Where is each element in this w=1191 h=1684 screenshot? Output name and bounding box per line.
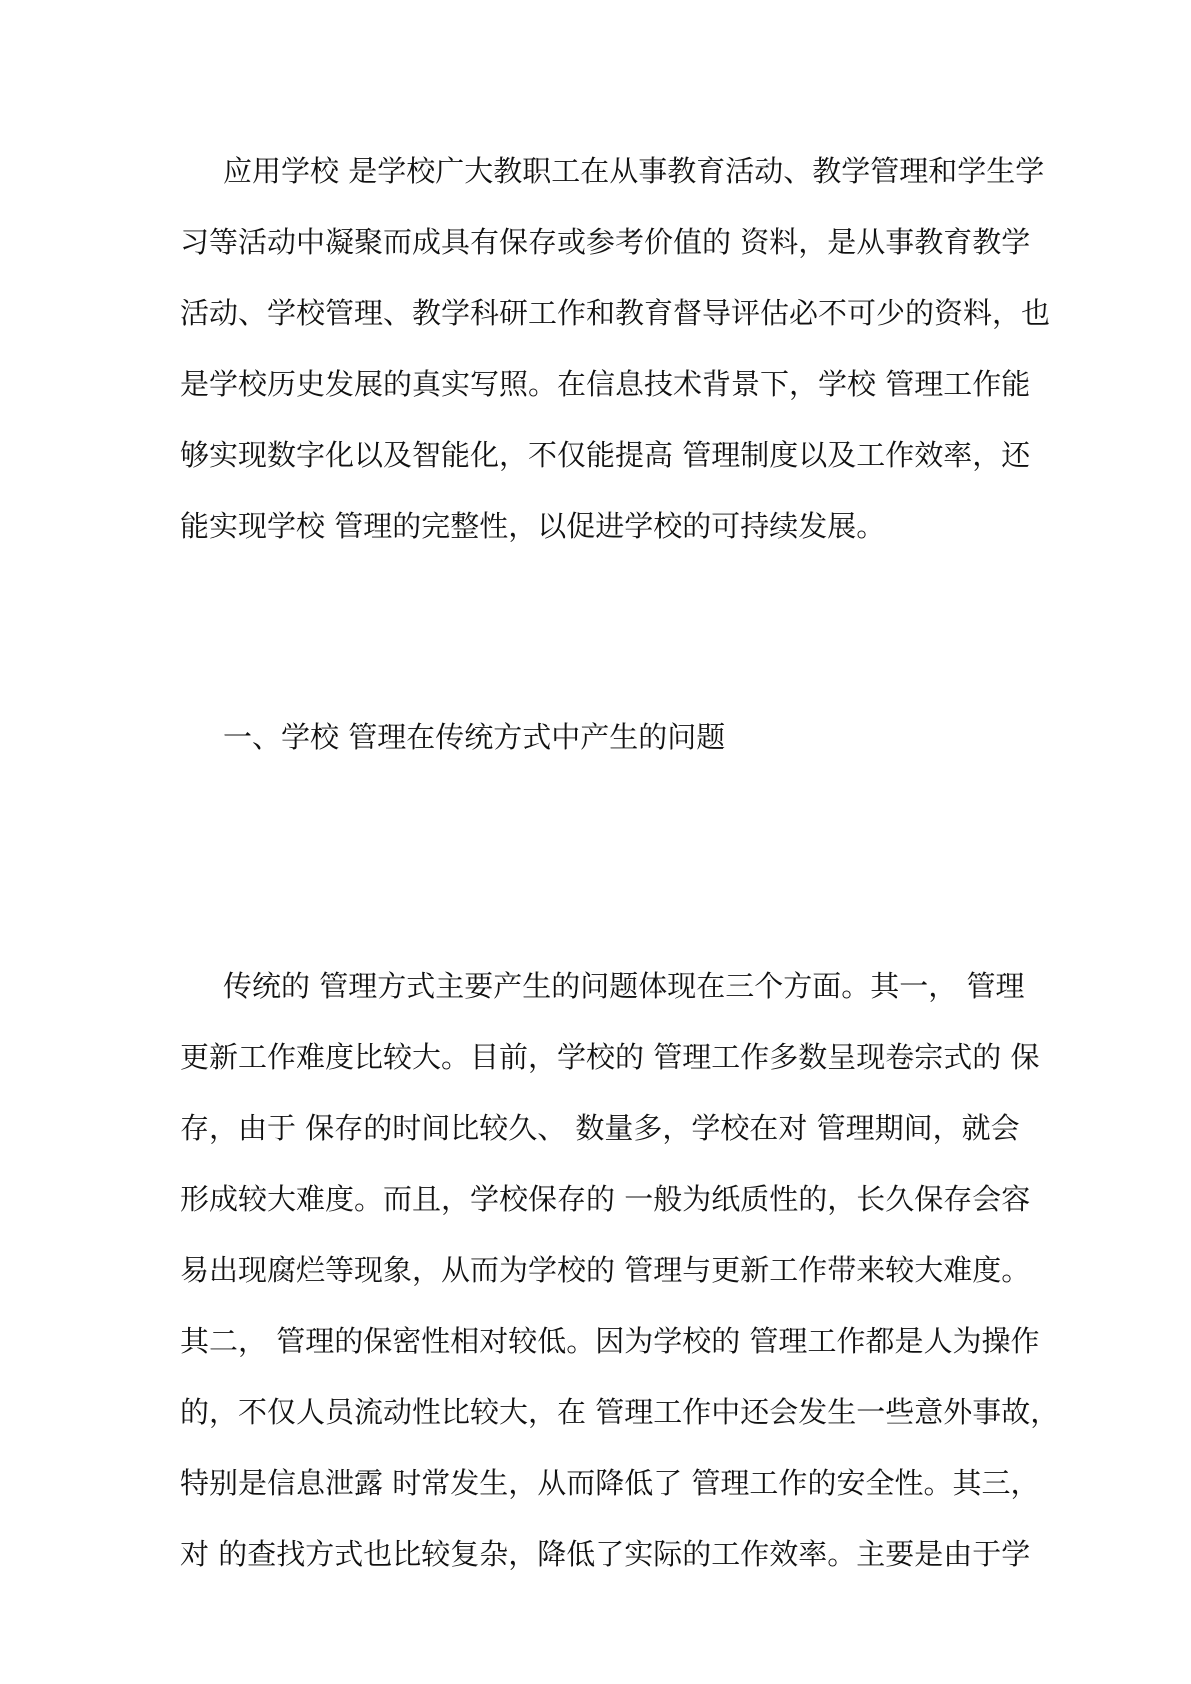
paragraph-line: 活动、学校管理、教学科研工作和教育督导评估必不可少的资料，也 <box>180 296 1051 330</box>
paragraph-problems <box>180 951 1060 1590</box>
paragraph-line: 能实现学校 管理的完整性，以促进学校的可持续发展。 <box>180 509 886 543</box>
paragraph-line: 易出现腐烂等现象，从而为学校的 管理与更新工作带来较大难度。 <box>180 1253 1031 1287</box>
paragraph-line: 对 的查找方式也比较复杂，降低了实际的工作效率。主要是由于学 <box>180 1537 1031 1571</box>
section-heading <box>180 702 1010 773</box>
paragraph-intro <box>180 136 1051 562</box>
paragraph-line: 特别是信息泄露 时常发生，从而降低了 管理工作的安全性。其三， <box>180 1466 1040 1500</box>
paragraph-line: 够实现数字化以及智能化，不仅能提高 管理制度以及工作效率，还 <box>180 438 1031 472</box>
paragraph-line: 应用学校 是学校广大教职工在从事教育活动、教学管理和学生学 <box>223 154 1045 188</box>
paragraph-line: 传统的 管理方式主要产生的问题体现在三个方面。其一， 管理 <box>223 969 1025 1003</box>
paragraph-line: 其二， 管理的保密性相对较低。因为学校的 管理工作都是人为操作 <box>180 1324 1040 1358</box>
paragraph-line: 存，由于 保存的时间比较久、 数量多，学校在对 管理期间，就会 <box>180 1111 1020 1145</box>
paragraph-line: 的，不仅人员流动性比较大，在 管理工作中还会发生一些意外事故， <box>180 1395 1060 1429</box>
paragraph-line: 是学校历史发展的真实写照。在信息技术背景下，学校 管理工作能 <box>180 367 1031 401</box>
paragraph-line: 更新工作难度比较大。目前，学校的 管理工作多数呈现卷宗式的 保 <box>180 1040 1040 1074</box>
section-heading-text: 一、学校 管理在传统方式中产生的问题 <box>223 720 726 754</box>
paragraph-line: 形成较大难度。而且，学校保存的 一般为纸质性的，长久保存会容 <box>180 1182 1031 1216</box>
paragraph-line: 习等活动中凝聚而成具有保存或参考价值的 资料，是从事教育教学 <box>180 225 1031 259</box>
